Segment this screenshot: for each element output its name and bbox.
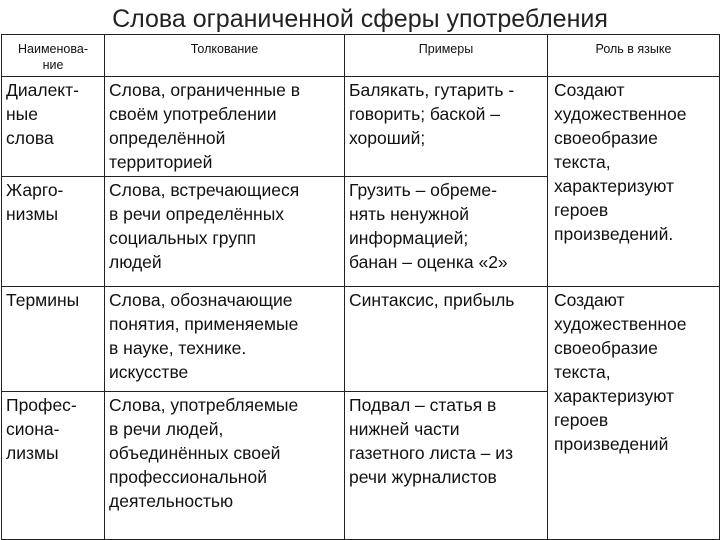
role-text-bottom: характеризуют героев произведений. <box>554 176 674 244</box>
examples-cell: Балякать, гутарить - говорить; баской – хороший; <box>345 77 548 177</box>
examples-cell: Грузить – обреме- нять ненужной информацией; банан – оценка «2» <box>345 177 548 287</box>
header-role: Роль в языке <box>548 35 720 77</box>
term-cell: Жарго- низмы <box>2 177 105 287</box>
role-text-top: Создают художественное своеобразие текста, <box>554 80 687 172</box>
meaning-cell: Слова, ограниченные в своём употреблении определённой территорией <box>105 77 345 177</box>
role-cell <box>548 77 720 287</box>
table-row <box>2 287 720 392</box>
term-cell: Профес- сиона- лизмы <box>2 392 105 540</box>
page-title: Слова ограниченной сферы употребления <box>112 5 608 33</box>
header-name: Наименова- ние <box>2 35 105 77</box>
examples-cell: Подвал – статья в нижней части газетного листа – из речи журналистов <box>345 392 548 540</box>
role-cell <box>548 287 720 540</box>
header-meaning: Толкование <box>105 35 345 77</box>
examples-cell: Синтаксис, прибыль <box>345 287 548 392</box>
table-header-row <box>2 35 720 77</box>
term-cell: Диалект- ные слова <box>2 77 105 177</box>
meaning-cell: Слова, встречающиеся в речи определённых социальных групп людей <box>105 177 345 287</box>
role-text-bottom: характеризуют героев произведений <box>554 386 674 454</box>
meaning-cell: Слова, обозначающие понятия, применяемые в науке, технике. искусстве <box>105 287 345 392</box>
words-table <box>1 34 720 540</box>
table-row <box>2 77 720 177</box>
header-examples: Примеры <box>345 35 548 77</box>
role-text-top: Создают художественное своеобразие текста, <box>554 290 687 382</box>
term-cell: Термины <box>2 287 105 392</box>
meaning-cell: Слова, употребляемые в речи людей, объединённых своей профессиональной деятельностью <box>105 392 345 540</box>
